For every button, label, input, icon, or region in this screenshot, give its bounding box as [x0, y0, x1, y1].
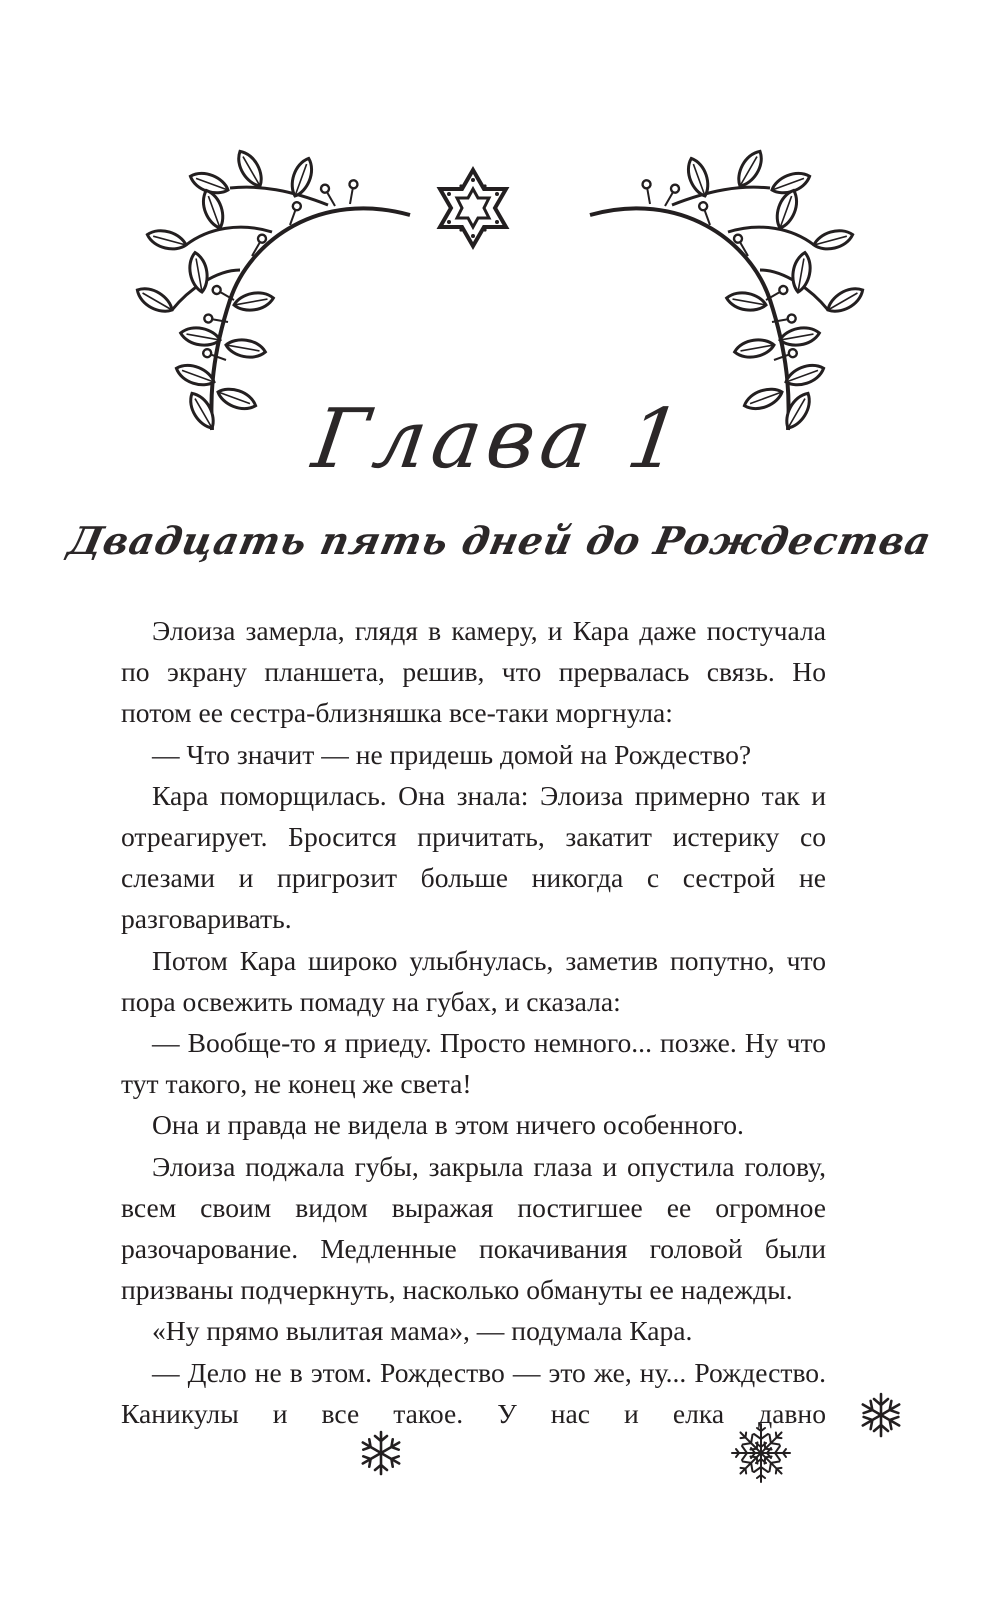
paragraph: — Вообще-то я приеду. Просто немного... позже. Ну что тут такого, не конец же света! — [121, 1027, 826, 1100]
snowflake-icon — [728, 1420, 794, 1486]
left-branch-icon — [133, 147, 410, 432]
snowflake-icon — [356, 1428, 406, 1478]
paragraph: Элоиза поджала губы, закрыла глаза и опустила голову, всем своим видом выражая постигшее ее огромное разочарование. Медленные покачивания головой были призваны подчеркнуть, насколько обмануты ее надежды. — [121, 1150, 826, 1306]
star-icon — [440, 170, 506, 246]
chapter-subtitle: Двадцать пять дней до Рождества — [64, 518, 936, 563]
header-ornament — [0, 0, 1000, 460]
paragraph: Кара поморщилась. Она знала: Элоиза примерно так и отреагирует. Бросится причитать, закатит истерику со слезами и пригрозит больше никогда с сестрой не разговаривать. — [121, 779, 826, 935]
snowflake-icon — [856, 1390, 906, 1440]
paragraph: — Дело не в этом. Рождество — это же, ну... Рождество. Каникулы и все такое. У нас и елка давно — [121, 1356, 826, 1429]
paragraph: — Что значит — не придешь домой на Рождество? — [152, 738, 752, 770]
body-text — [121, 610, 826, 1434]
paragraph: Потом Кара широко улыбнулась, заметив попутно, что пора освежить помаду на губах, и сказала: — [121, 944, 826, 1017]
right-branch-icon — [590, 147, 867, 432]
paragraph: Она и правда не видела в этом ничего особенного. — [152, 1109, 744, 1141]
paragraph: Элоиза замерла, глядя в камеру, и Кара даже постучала по экрану планшета, решив, что прервалась связь. Но потом ее сестра-близняшка все-таки моргнула: — [121, 615, 826, 729]
chapter-title: Глава 1 — [307, 392, 693, 487]
paragraph: «Ну прямо вылитая мама», — подумала Кара. — [152, 1315, 693, 1347]
